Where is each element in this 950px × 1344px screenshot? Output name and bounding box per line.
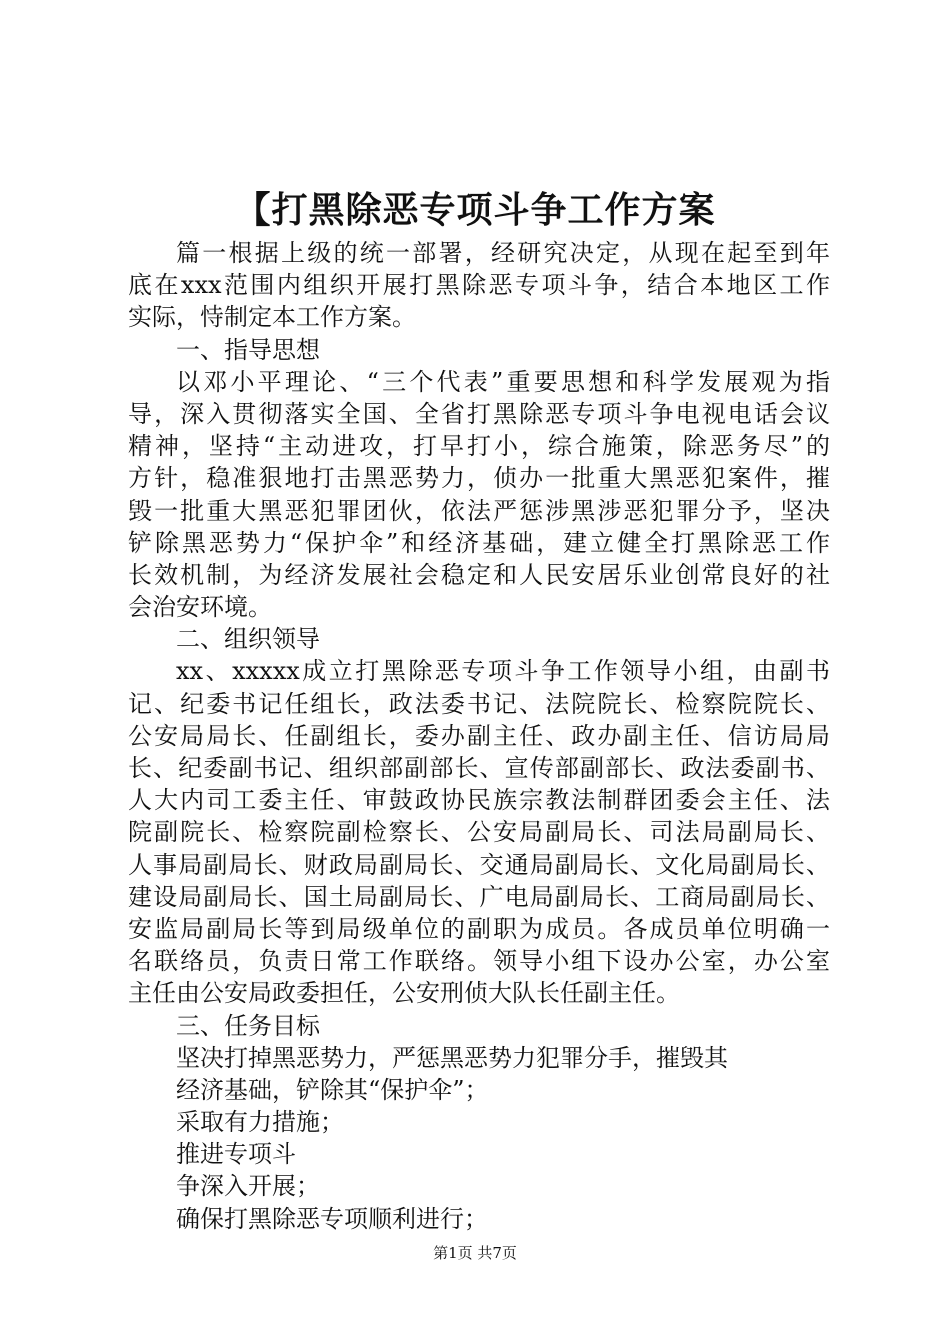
paragraph-line: 会治安环境。	[128, 593, 272, 622]
section-heading: 二、组织领导	[176, 625, 320, 654]
list-item: 推进专项斗	[176, 1140, 296, 1169]
paragraph-line: 长、纪委副书记、组织部副部长、宣传部副部长、政法委副书、	[128, 754, 830, 782]
paragraph-line: 公安局局长、任副组长，委办副主任、政办副主任、信访局局	[128, 721, 830, 750]
page-number: 第1页 共7页	[433, 1244, 517, 1262]
document-title: 【打黑除恶专项斗争工作方案	[234, 189, 716, 231]
paragraph-line: 主任由公安局政委担任，公安刑侦大队长任副主任。	[128, 979, 680, 1008]
list-item: 争深入开展；	[176, 1172, 320, 1201]
paragraph-line: 底在xxx范围内组织开展打黑除恶专项斗争，结合本地区工作	[128, 271, 830, 300]
paragraph-line: 长效机制，为经济发展社会稳定和人民安居乐业创常良好的社	[128, 560, 830, 589]
paragraph-line: 人事局副局长、财政局副局长、交通局副局长、文化局副局长、	[128, 850, 830, 879]
paragraph-line: 以邓小平理论、“三个代表”重要思想和科学发展观为指	[176, 367, 830, 396]
paragraph-line: 名联络员，负责日常工作联络。领导小组下设办公室，办公室	[128, 947, 830, 976]
paragraph-line: 导，深入贯彻落实全国、全省打黑除恶专项斗争电视电话会议	[128, 399, 830, 428]
paragraph-line: 实际，恃制定本工作方案。	[128, 303, 416, 332]
paragraph-line: 安监局副局长等到局级单位的副职为成员。各成员单位明确一	[128, 914, 830, 943]
paragraph-line: 篇一根据上级的统一部署，经研究决定，从现在起至到年	[176, 239, 830, 267]
paragraph-line: 建设局副局长、国土局副局长、广电局副局长、工商局副局长、	[128, 882, 830, 911]
paragraph-line: xx、xxxxx成立打黑除恶专项斗争工作领导小组，由副书	[176, 657, 830, 686]
paragraph-line: 记、纪委书记任组长，政法委书记、法院院长、检察院院长、	[128, 689, 830, 718]
paragraph-line: 精神，坚持“主动进攻，打早打小，综合施策，除恶务尽”的	[128, 432, 830, 461]
list-item: 经济基础，铲除其“保护伞”；	[176, 1075, 489, 1104]
paragraph-line: 毁一批重大黑恶犯罪团伙，依法严惩涉黑涉恶犯罪分予，坚决	[128, 496, 830, 525]
paragraph-line: 铲除黑恶势力“保护伞”和经济基础，建立健全打黑除恶工作	[128, 528, 830, 557]
section-heading: 三、任务目标	[176, 1011, 320, 1040]
paragraph-line: 方针，稳准狠地打击黑恶势力，侦办一批重大黑恶犯案件，摧	[128, 464, 830, 493]
list-item: 采取有力措施；	[176, 1108, 344, 1137]
list-item: 确保打黑除恶专项顺利进行；	[176, 1204, 488, 1233]
paragraph-line: 院副院长、检察院副检察长、公安局副局长、司法局副局长、	[128, 818, 830, 847]
list-item: 坚决打掉黑恶势力，严惩黑恶势力犯罪分手，摧毁其	[176, 1043, 728, 1072]
paragraph-line: 人大内司工委主任、审鼓政协民族宗教法制群团委会主任、法	[128, 786, 830, 815]
document-body	[128, 237, 830, 1235]
section-heading: 一、指导思想	[176, 335, 320, 364]
